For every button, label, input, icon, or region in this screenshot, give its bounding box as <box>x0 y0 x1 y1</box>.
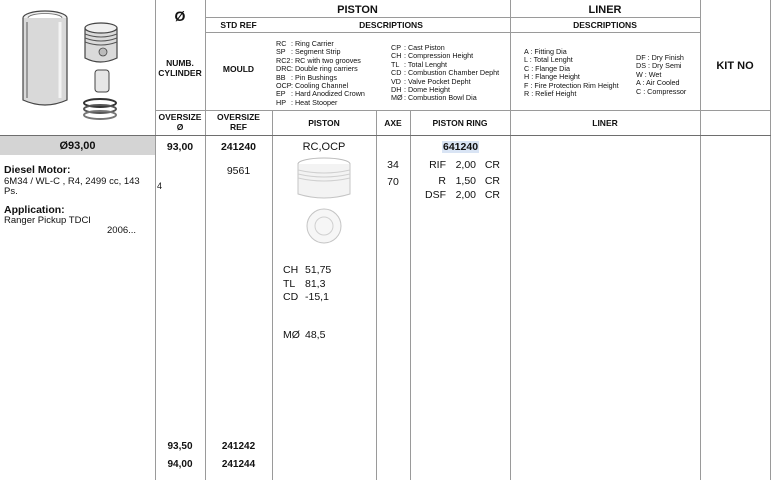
legend-item: C : Flange Dia <box>524 63 570 73</box>
header-left-panel <box>0 0 155 135</box>
oversize-header <box>155 113 205 132</box>
liner-descriptions-header: DESCRIPTIONS <box>573 20 637 30</box>
axe-value: 34 <box>387 159 399 171</box>
legend-item: RC : Ring Carrier <box>276 39 334 48</box>
piston-ring-column-header: PISTON RING <box>432 118 488 128</box>
oversize-dia: 94,00 <box>167 459 193 470</box>
piston-legend-right <box>391 44 499 103</box>
grid-line <box>700 0 701 480</box>
liner-legend-left <box>524 48 619 98</box>
piston-title: PISTON <box>337 4 378 16</box>
legend-item: TL : Total Lenght <box>391 59 448 69</box>
motor-description-cont: Ps. <box>4 186 18 197</box>
piston-dimension: CD -15,1 <box>283 291 329 303</box>
liner-piston-illustration <box>0 0 155 135</box>
mould-header: MOULD <box>222 64 255 74</box>
legend-item: H : Flange Height <box>524 72 580 82</box>
legend-item: VD : Valve Pocket Depht <box>391 76 471 86</box>
legend-item: CD : Combustion Chamber Depht <box>391 68 500 78</box>
legend-item: DH : Dome Height <box>391 84 450 94</box>
legend-item: W : Wet <box>636 69 662 79</box>
liner-legend-right <box>636 54 686 96</box>
legend-item: MØ: Combustion Bowl Dia <box>391 93 477 103</box>
mould-number: 9561 <box>226 165 251 177</box>
legend-item: RC2: RC with two grooves <box>276 55 361 65</box>
numb-label: NUMB. <box>166 58 194 68</box>
kit-no-header: KIT NO <box>716 60 754 72</box>
piston-ring-item: RIF 2,00 CR <box>429 159 500 171</box>
piston-ring-ref[interactable]: 641240 <box>443 141 479 153</box>
oversize-dia: 93,50 <box>167 441 193 452</box>
ref-label: REF <box>230 121 247 132</box>
bowl-diameter: MØ 48,5 <box>283 329 326 341</box>
piston-dimension: CH 51,75 <box>283 264 332 276</box>
legend-item: F : Fire Protection Rim Height <box>524 80 619 90</box>
oversize-ref-header <box>205 113 272 132</box>
application-vehicle: Ranger Pickup TDCI <box>4 215 91 226</box>
cylinder-count: 4 <box>157 181 163 191</box>
application-year: 2006... <box>107 225 137 236</box>
oversize-label: OVERSIZE <box>158 112 202 122</box>
liner-column-header: LINER <box>592 118 618 128</box>
piston-column-header: PISTON <box>308 118 340 128</box>
cylinder-label: CYLINDER <box>158 68 202 78</box>
piston-drawing <box>284 154 364 244</box>
motor-label: Diesel Motor: <box>4 164 71 176</box>
grid-line <box>155 110 771 111</box>
piston-type: RC,OCP <box>302 141 346 153</box>
legend-item: C : Compressor <box>636 86 687 96</box>
legend-item: L : Total Lenght <box>524 55 573 65</box>
diameter-header: Ø <box>174 8 186 24</box>
application-label: Application: <box>4 204 65 216</box>
piston-ring-item: DSF 2,00 CR <box>425 189 500 201</box>
std-ref-header: STD REF <box>220 20 257 30</box>
piston-legend-left <box>276 40 365 107</box>
legend-item: SP : Segment Strip <box>276 47 341 57</box>
legend-item: CP : Cast Piston <box>391 43 445 52</box>
oversize-ref: 241244 <box>221 459 256 470</box>
legend-item: R : Relief Height <box>524 88 577 98</box>
piston-dimension: TL 81,3 <box>283 278 326 290</box>
piston-ring-item: R 1,50 CR <box>438 175 500 187</box>
motor-description: 6M34 / WL-C , R4, 2499 cc, 143 <box>4 176 140 187</box>
oversize-ref: 241242 <box>221 441 256 452</box>
axe-column-header: AXE <box>384 118 402 128</box>
legend-item: OCP: Cooling Channel <box>276 80 349 90</box>
legend-item: DF : Dry Finish <box>636 53 684 62</box>
grid-line <box>510 0 511 480</box>
legend-item: BB : Pin Bushings <box>276 72 337 82</box>
legend-item: HP : Heat Stooper <box>276 97 338 107</box>
legend-item: EP : Hard Anodized Crown <box>276 89 365 99</box>
liner-title: LINER <box>588 4 622 16</box>
oversize-dia: 93,00 <box>166 141 194 153</box>
oversize-symbol: Ø <box>176 121 184 132</box>
legend-item: A : Fitting Dia <box>524 47 567 56</box>
bore-diameter: Ø93,00 <box>59 140 96 152</box>
legend-item: DS : Dry Semi <box>636 61 682 71</box>
numb-cylinder-header <box>155 58 205 78</box>
descriptions-header: DESCRIPTIONS <box>359 20 423 30</box>
oversize-ref-label: OVERSIZE <box>217 112 260 122</box>
grid-line <box>205 17 700 18</box>
legend-item: CH : Compression Height <box>391 51 474 61</box>
axe-value: 70 <box>387 176 399 188</box>
legend-item: A : Air Cooled <box>636 78 680 88</box>
grid-line <box>205 32 700 33</box>
legend-item: DRC: Double ring carriers <box>276 64 358 74</box>
grid-line <box>272 110 273 480</box>
oversize-ref: 241240 <box>220 141 257 153</box>
